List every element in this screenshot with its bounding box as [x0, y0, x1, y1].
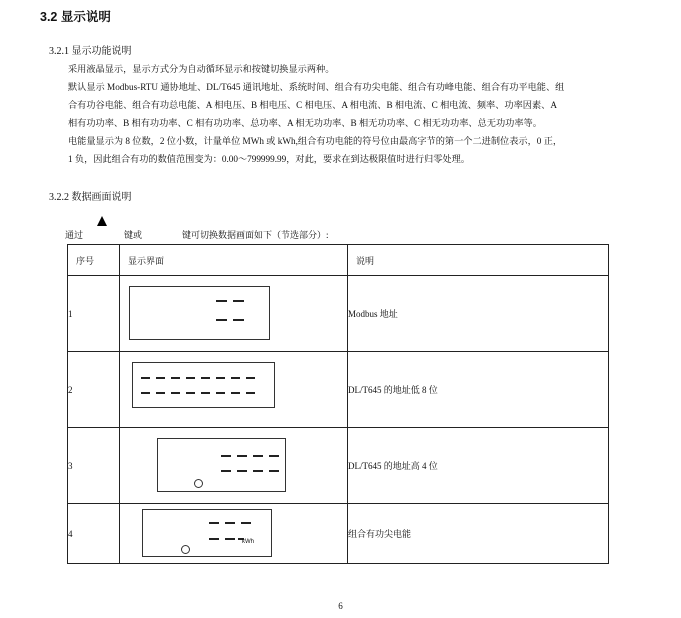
lcd-segment — [225, 522, 235, 524]
row-description: 组合有功尖电能 — [348, 504, 609, 564]
paragraph-line: 相有功功率、B 相有功功率、C 相有功功率、总功率、A 相无功功率、B 相无功功率、C 相无功功率、总无功功率等。 — [68, 118, 542, 128]
row-number: 3 — [68, 428, 120, 504]
lcd-display-cell — [120, 352, 348, 428]
lcd-segment — [186, 377, 195, 379]
lcd-display-cell — [120, 428, 348, 504]
lcd-display-cell — [120, 504, 348, 564]
lcd-segment — [209, 522, 219, 524]
table-row — [68, 276, 609, 352]
row-description: DL/T645 的地址高 4 位 — [348, 428, 609, 504]
paragraph-line: 电能量显示为 8 位数，2 位小数，计量单位 MWh 或 kWh,组合有功电能的符号位由最高字节的第一个二进制位表示，0 正， — [68, 136, 563, 146]
lcd-segment — [216, 300, 227, 302]
paragraph-line: 1 负，因此组合有功的数值范围变为：0.00～799999.99，对此，要求在到达极限值时进行归零处理。 — [68, 154, 470, 164]
lcd-segment — [141, 377, 150, 379]
lcd-screen — [142, 509, 272, 557]
unit-label: kWh — [242, 539, 254, 545]
lcd-segment — [156, 392, 165, 394]
table-row — [68, 504, 609, 564]
table-row — [68, 428, 609, 504]
row-number: 2 — [68, 352, 120, 428]
lcd-segment — [225, 538, 235, 540]
lcd-segment — [201, 392, 210, 394]
lcd-segment — [269, 470, 279, 472]
page-number: 6 — [338, 601, 343, 611]
paragraph-line: 采用液晶显示，显示方式分为自动循环显示和按键切换显示两种。 — [68, 64, 335, 74]
lcd-segment — [216, 377, 225, 379]
lcd-segment — [216, 392, 225, 394]
paragraph-line: 默认显示 Modbus-RTU 通协地址、DL/T645 通讯地址、系统时间、组合有功尖电能、组合有功峰电能、组合有功平电能、组 — [68, 82, 565, 92]
lcd-segment — [269, 455, 279, 457]
lcd-screen — [129, 286, 270, 340]
lcd-segment — [201, 377, 210, 379]
subsection-title-display-functions: 3.2.1 显示功能说明 — [49, 46, 132, 57]
row-number: 4 — [68, 504, 120, 564]
lcd-indicator-icon — [194, 479, 203, 488]
row-number: 1 — [68, 276, 120, 352]
lcd-segment — [246, 377, 255, 379]
row-description: Modbus 地址 — [348, 276, 609, 352]
lcd-segment — [237, 470, 247, 472]
lcd-display-cell — [120, 276, 348, 352]
lcd-segment — [253, 455, 263, 457]
lcd-segment — [141, 392, 150, 394]
up-arrow-icon — [97, 216, 107, 226]
lcd-segment — [233, 319, 244, 321]
lcd-segment — [221, 470, 231, 472]
lcd-segment — [237, 455, 247, 457]
paragraph-line: 合有功谷电能、组合有功总电能、A 相电压、B 相电压、C 相电压、A 相电流、B 相电流、C 相电流、频率、功率因素、A — [68, 100, 557, 110]
display-screens-table — [67, 244, 609, 564]
lcd-segment — [241, 522, 251, 524]
column-header-display: 显示界面 — [120, 245, 348, 276]
lcd-segment — [171, 377, 180, 379]
lcd-segment — [221, 455, 231, 457]
nav-text-mid: 键或 — [124, 230, 143, 240]
lcd-screen — [132, 362, 275, 408]
lcd-segment — [209, 538, 219, 540]
table-header-row — [68, 245, 609, 276]
row-description: DL/T645 的地址低 8 位 — [348, 352, 609, 428]
column-header-index: 序号 — [68, 245, 120, 276]
lcd-segment — [233, 300, 244, 302]
nav-text-prefix: 通过 — [65, 230, 84, 240]
lcd-segment — [246, 392, 255, 394]
table-row — [68, 352, 609, 428]
column-header-description: 说明 — [348, 245, 609, 276]
lcd-segment — [156, 377, 165, 379]
section-title: 3.2 显示说明 — [40, 10, 111, 24]
lcd-segment — [253, 470, 263, 472]
lcd-indicator-icon — [181, 545, 190, 554]
nav-text-suffix: 键可切换数据画面如下（节选部分）: — [182, 230, 329, 240]
lcd-segment — [216, 319, 227, 321]
lcd-segment — [186, 392, 195, 394]
lcd-segment — [171, 392, 180, 394]
lcd-segment — [231, 377, 240, 379]
lcd-segment — [231, 392, 240, 394]
subsection-title-data-screens: 3.2.2 数据画面说明 — [49, 192, 132, 203]
lcd-screen — [157, 438, 286, 492]
